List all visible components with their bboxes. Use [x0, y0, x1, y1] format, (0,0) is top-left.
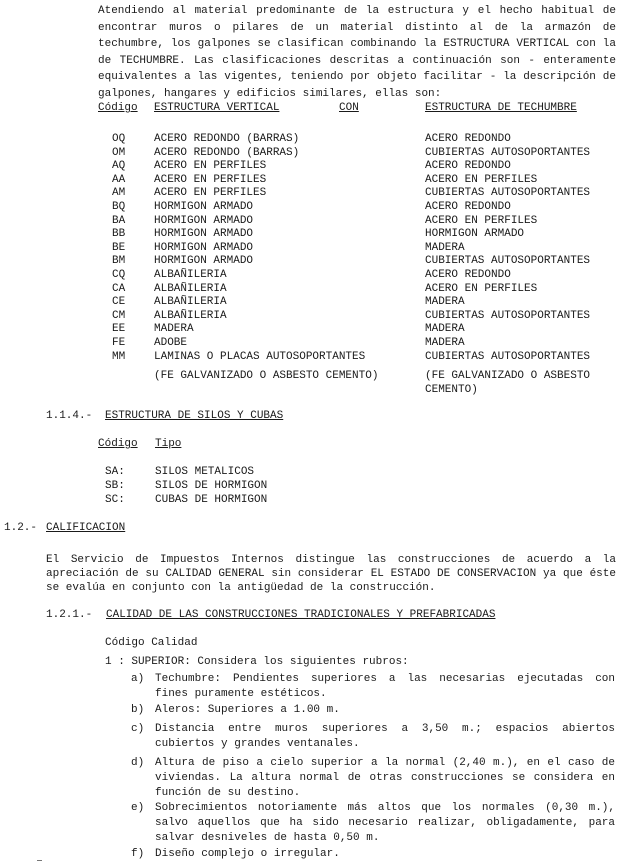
table-row [0, 200, 630, 214]
row-code: AQ [112, 160, 126, 173]
row-vertical: ADOBE [154, 337, 188, 349]
table-header-vertical: ESTRUCTURA VERTICAL [154, 102, 280, 114]
calidad-item-letter: e) [131, 802, 145, 814]
row-techumbre: ACERO EN PERFILES [425, 282, 538, 295]
row-techumbre: CUBIERTAS AUTOSOPORTANTES [425, 255, 591, 268]
calidad-item-text: Sobrecimientos notoriamente más altos que los normales (0,30 m.), salvo aquellos que ha sido necesario realizar, obligadamente, para salvar desniveles de hasta 0,50 m. [155, 802, 615, 844]
row-vertical: HORMIGON ARMADO [154, 201, 254, 213]
calidad-code-header: Código Calidad [105, 637, 198, 649]
row-vertical: HORMIGON ARMADO [154, 255, 254, 268]
intro-paragraph: Atendiendo al material predominante de la estructura y el hecho habitual de encontrar muros o pilares de un material distinto al de la armazón de techumbre, los galpones se clasifican combinando la ESTRUCTURA VERTICAL con la de TECHUMBRE. Las clasificaciones descritas a continuación son - enteramente equivalentes a las vigentes, teniendo por objeto facilitar - la descripción de galpones, hangares y edificios similares, ellas son: [98, 5, 616, 100]
row-vertical: HORMIGON ARMADO [154, 214, 254, 227]
row-code: BE [112, 241, 126, 254]
row-code: AM [112, 187, 126, 200]
row-techumbre: MADERA [425, 337, 465, 349]
row-code: BA [112, 214, 126, 227]
row-techumbre: ACERO REDONDO [425, 160, 511, 173]
calidad-item-letter: d) [131, 757, 145, 769]
calidad-item-letter: b) [131, 704, 145, 716]
row-code: FE [112, 337, 126, 349]
row-techumbre: MADERA [425, 323, 465, 336]
row-code: OQ [112, 133, 126, 145]
table-row [0, 173, 630, 187]
row-vertical: MADERA [154, 323, 194, 336]
table-row [0, 254, 630, 268]
row-techumbre: ACERO REDONDO [425, 133, 511, 145]
galpones-note-vertical: (FE GALVANIZADO O ASBESTO CEMENTO) [154, 370, 379, 382]
row-code: BQ [112, 201, 126, 213]
row-techumbre: MADERA [425, 241, 465, 254]
silos-row [0, 465, 630, 479]
row-code: CQ [112, 269, 126, 281]
row-techumbre: CUBIERTAS AUTOSOPORTANTES [425, 146, 591, 159]
calidad-item-letter: f) [131, 848, 145, 860]
row-vertical: ALBAÑILERIA [154, 296, 227, 309]
calidad-item-letter: a) [131, 673, 145, 685]
silos-header-tipo: Tipo [155, 438, 182, 450]
calidad-item-text: Altura de piso a cielo superior a la normal (2,40 m.), en el caso de viviendas. La altura normal de otras construcciones se considera en función de su destino. [155, 757, 615, 799]
calidad-number: 1.2.1.- [46, 609, 93, 621]
table-header-techumbre: ESTRUCTURA DE TECHUMBRE [425, 102, 577, 114]
row-code: AA [112, 173, 126, 186]
table-row [0, 282, 630, 296]
row-vertical: ACERO REDONDO (BARRAS) [154, 133, 300, 145]
table-row [0, 227, 630, 241]
row-code: OM [112, 146, 126, 159]
calificacion-number: 1.2.- [4, 522, 38, 534]
silos-header-codigo: Código [98, 438, 138, 450]
silos-row [0, 493, 630, 507]
row-techumbre: HORMIGON ARMADO [425, 228, 525, 241]
row-techumbre: ACERO EN PERFILES [425, 173, 538, 186]
calidad-item-letter: c) [131, 723, 145, 735]
calidad-item-text: Techumbre: Pendientes superiores a las necesarias ejecutadas con fines puramente estéticos. [155, 673, 615, 700]
table-row [0, 146, 630, 160]
calidad-item-text: Distancia entre muros superiores a 3,50 m.; espacios abiertos cubiertos y grandes ventanales. [155, 723, 615, 750]
row-vertical: ACERO EN PERFILES [154, 160, 267, 173]
table-row [0, 268, 630, 282]
row-code: BB [112, 228, 126, 241]
calificacion-paragraph: El Servicio de Impuestos Internos distingue las construcciones de acuerdo a la apreciación de su CALIDAD GENERAL sin considerar EL ESTADO DE CONSERVACION ya que éste se evalúa en conjunto con la antigüedad de la construcción. [46, 554, 616, 594]
table-row [0, 132, 630, 146]
table-row [0, 309, 630, 323]
silos-heading: ESTRUCTURA DE SILOS Y CUBAS [105, 410, 284, 422]
table-row [0, 214, 630, 228]
table-row [0, 350, 630, 364]
row-techumbre: CUBIERTAS AUTOSOPORTANTES [425, 350, 591, 363]
table-row [0, 336, 630, 350]
row-code: CM [112, 309, 126, 322]
silos-code: SC: [105, 494, 125, 506]
row-vertical: HORMIGON ARMADO [154, 241, 254, 254]
calidad-heading: CALIDAD DE LAS CONSTRUCCIONES TRADICIONALES Y PREFABRICADAS [106, 609, 496, 621]
row-techumbre: CUBIERTAS AUTOSOPORTANTES [425, 309, 591, 322]
row-vertical: ACERO EN PERFILES [154, 173, 267, 186]
table-row [0, 159, 630, 173]
silos-heading-number: 1.1.4.- [46, 410, 93, 422]
silos-tipo: SILOS DE HORMIGON [155, 480, 268, 492]
silos-tipo: CUBAS DE HORMIGON [155, 494, 268, 506]
row-techumbre: ACERO REDONDO [425, 201, 511, 213]
row-vertical: ACERO REDONDO (BARRAS) [154, 146, 300, 159]
margin-mark [37, 860, 42, 861]
row-techumbre: MADERA [425, 296, 465, 309]
row-vertical: LAMINAS O PLACAS AUTOSOPORTANTES [154, 350, 366, 363]
row-techumbre: CUBIERTAS AUTOSOPORTANTES [425, 187, 591, 200]
galpones-note-techumbre-2: CEMENTO) [425, 384, 478, 396]
row-code: CE [112, 296, 126, 309]
galpones-note-techumbre-1: (FE GALVANIZADO O ASBESTO [425, 370, 591, 382]
row-code: CA [112, 282, 126, 295]
table-row [0, 322, 630, 336]
row-vertical: ACERO EN PERFILES [154, 187, 267, 200]
calidad-item-text: Aleros: Superiores a 1.00 m. [155, 704, 340, 716]
row-vertical: ALBAÑILERIA [154, 269, 227, 281]
table-header-con: CON [339, 102, 359, 114]
calidad-superior: 1 : SUPERIOR: Considera los siguientes rubros: [105, 656, 409, 668]
row-techumbre: ACERO EN PERFILES [425, 214, 538, 227]
row-code: MM [112, 350, 126, 363]
row-techumbre: ACERO REDONDO [425, 269, 511, 281]
table-row [0, 241, 630, 255]
row-code: EE [112, 323, 126, 336]
silos-code: SB: [105, 480, 125, 492]
calidad-item-text: Diseño complejo o irregular. [155, 848, 340, 860]
row-code: BM [112, 255, 126, 268]
row-vertical: ALBAÑILERIA [154, 309, 227, 322]
calificacion-heading: CALIFICACION [46, 522, 126, 534]
silos-row [0, 479, 630, 493]
table-row [0, 186, 630, 200]
table-row [0, 295, 630, 309]
silos-tipo: SILOS METALICOS [155, 466, 255, 478]
row-vertical: ALBAÑILERIA [154, 282, 227, 295]
table-header-codigo: Código [98, 102, 138, 114]
silos-code: SA: [105, 466, 125, 478]
row-vertical: HORMIGON ARMADO [154, 228, 254, 241]
